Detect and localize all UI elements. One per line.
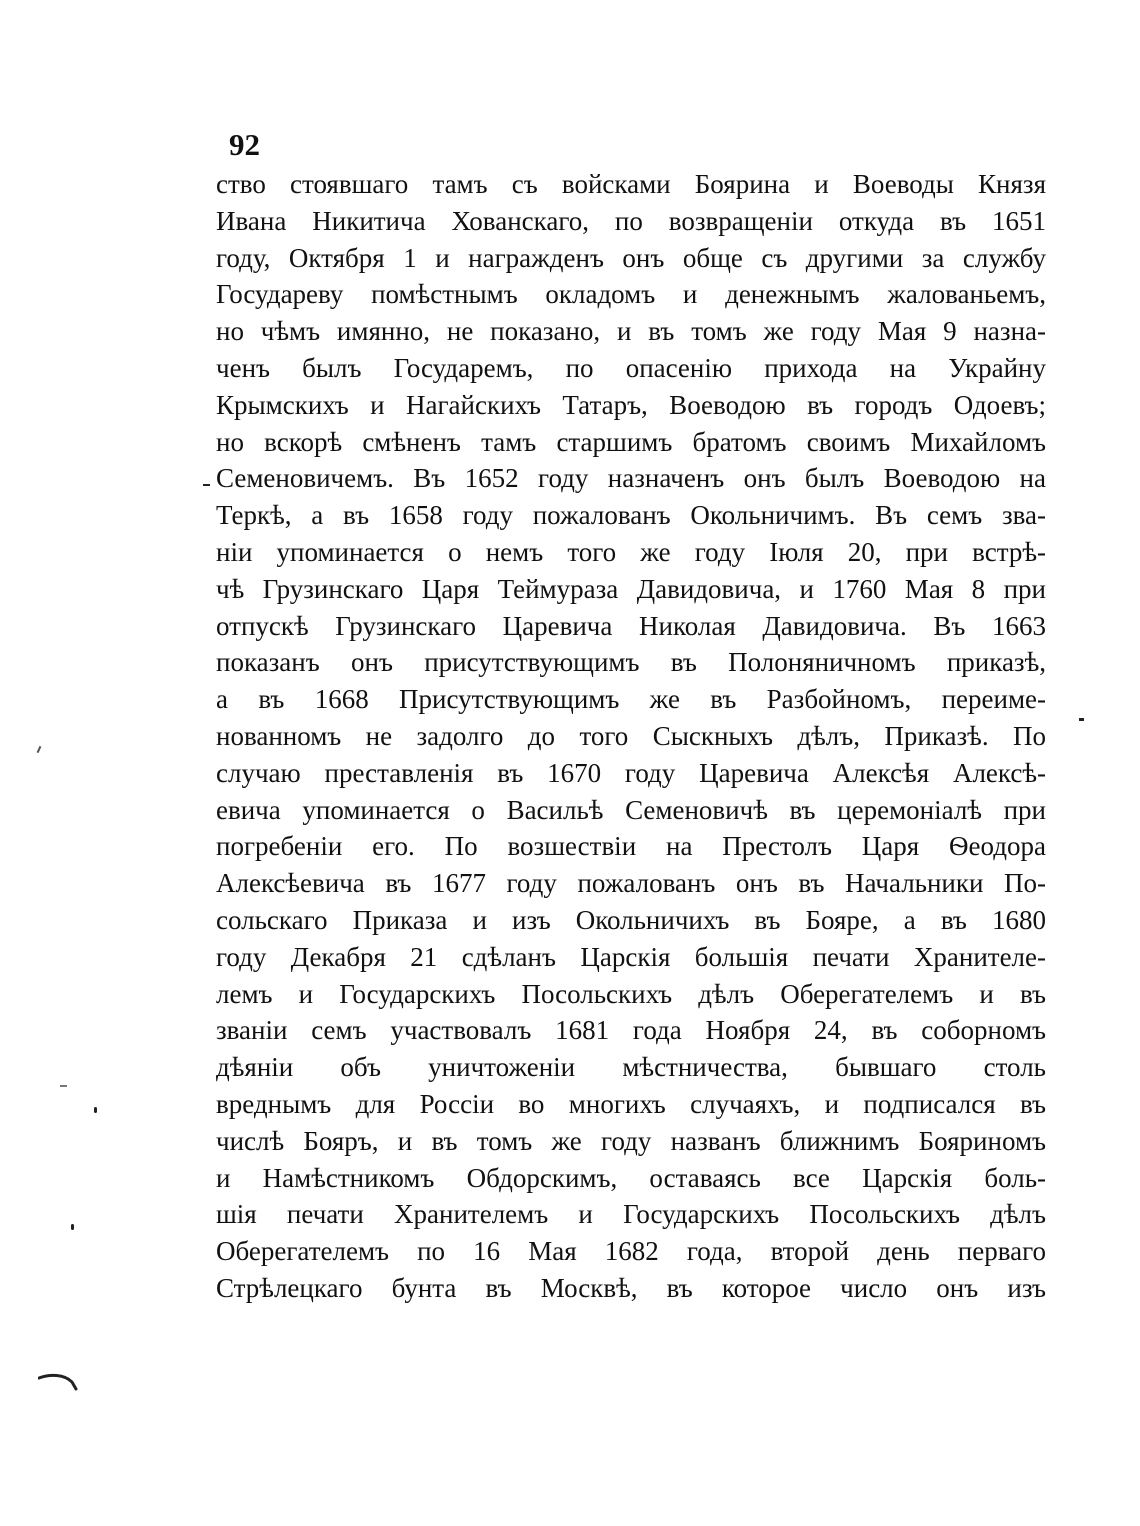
text-line: и Намѣстникомъ Обдорскимъ, оставаясь все Царскія боль-	[216, 1162, 1046, 1193]
text-line: отпускѣ Грузинскаго Царевича Николая Давидовича. Въ 1663	[216, 610, 1046, 641]
ink-speck	[60, 1085, 67, 1087]
text-line: Семеновичемъ. Въ 1652 году назначенъ онъ былъ Воеводою на	[216, 463, 1046, 494]
ink-speck	[71, 1224, 74, 1230]
text-line: году Декабря 21 сдѣланъ Царскія большія печати Хранителе-	[216, 941, 1046, 972]
text-line: ніи упоминается о немъ того же году Іюля 20, при встрѣ-	[216, 536, 1046, 567]
text-line: Стрѣлецкаго бунта въ Москвѣ, въ которое число онъ изъ	[216, 1272, 1046, 1303]
ink-speck	[94, 1107, 97, 1113]
text-line: званіи семъ участвовалъ 1681 года Ноября 24, въ соборномъ	[216, 1015, 1046, 1046]
page-number: 92	[229, 127, 260, 162]
text-line: Алексѣевича въ 1677 году пожалованъ онъ въ Начальники По-	[216, 868, 1046, 899]
text-line: случаю преставленія въ 1670 году Царевича Алексѣя Алексѣ-	[216, 757, 1046, 788]
text-line: Оберегателемъ по 16 Мая 1682 года, второй день перваго	[216, 1236, 1046, 1267]
text-line: нованномъ не задолго до того Сыскныхъ дѣлъ, Приказѣ. По	[216, 720, 1046, 751]
text-line: Ивана Никитича Хованскаго, по возвращеніи откуда въ 1651	[216, 205, 1046, 236]
ink-speck	[37, 746, 42, 753]
text-line: вреднымъ для Россіи во многихъ случаяхъ, и подписался въ	[216, 1088, 1046, 1119]
text-line: ство стоявшаго тамъ съ войсками Боярина и Воеводы Князя	[216, 169, 1046, 199]
text-line: но чѣмъ имянно, не показано, и въ томъ же году Мая 9 назна-	[216, 316, 1046, 347]
ink-speck	[1079, 718, 1084, 721]
text-line: ченъ былъ Государемъ, по опасенію прихода на Украйну	[216, 352, 1046, 383]
text-line: Теркѣ, а въ 1658 году пожалованъ Окольничимъ. Въ семъ зва-	[216, 500, 1046, 531]
text-line: погребеніи его. По возшествіи на Престолъ Царя Ѳеодора	[216, 831, 1046, 862]
text-line: но вскорѣ смѣненъ тамъ старшимъ братомъ своимъ Михайломъ	[216, 426, 1046, 457]
ink-stroke-mark	[38, 1372, 80, 1394]
text-line: Государеву помѣстнымъ окладомъ и денежнымъ жалованьемъ,	[216, 279, 1046, 310]
text-line: Крымскихъ и Нагайскихъ Татаръ, Воеводою въ городъ Одоевъ;	[216, 389, 1046, 420]
text-line: а въ 1668 Присутствующимъ же въ Разбойномъ, переиме-	[216, 684, 1046, 715]
text-line: шія печати Хранителемъ и Государскихъ Посольскихъ дѣлъ	[216, 1199, 1046, 1230]
ink-speck	[203, 484, 210, 486]
text-line: чѣ Грузинскаго Царя Теймураза Давидовича, и 1760 Мая 8 при	[216, 573, 1046, 604]
body-text	[216, 166, 1046, 1307]
text-line: году, Октября 1 и награжденъ онъ обще съ другими за службу	[216, 242, 1046, 273]
text-line: лемъ и Государскихъ Посольскихъ дѣлъ Оберегателемъ и въ	[216, 978, 1046, 1009]
text-line: сольскаго Приказа и изъ Окольничихъ въ Бояре, а въ 1680	[216, 904, 1046, 935]
text-line: дѣяніи объ уничтоженіи мѣстничества, бывшаго столь	[216, 1052, 1046, 1083]
text-line: евича упоминается о Васильѣ Семеновичѣ въ церемоніалѣ при	[216, 794, 1046, 825]
text-line: показанъ онъ присутствующимъ въ Полоняничномъ приказѣ,	[216, 647, 1046, 678]
text-line: числѣ Бояръ, и въ томъ же году названъ ближнимъ Бояриномъ	[216, 1125, 1046, 1156]
